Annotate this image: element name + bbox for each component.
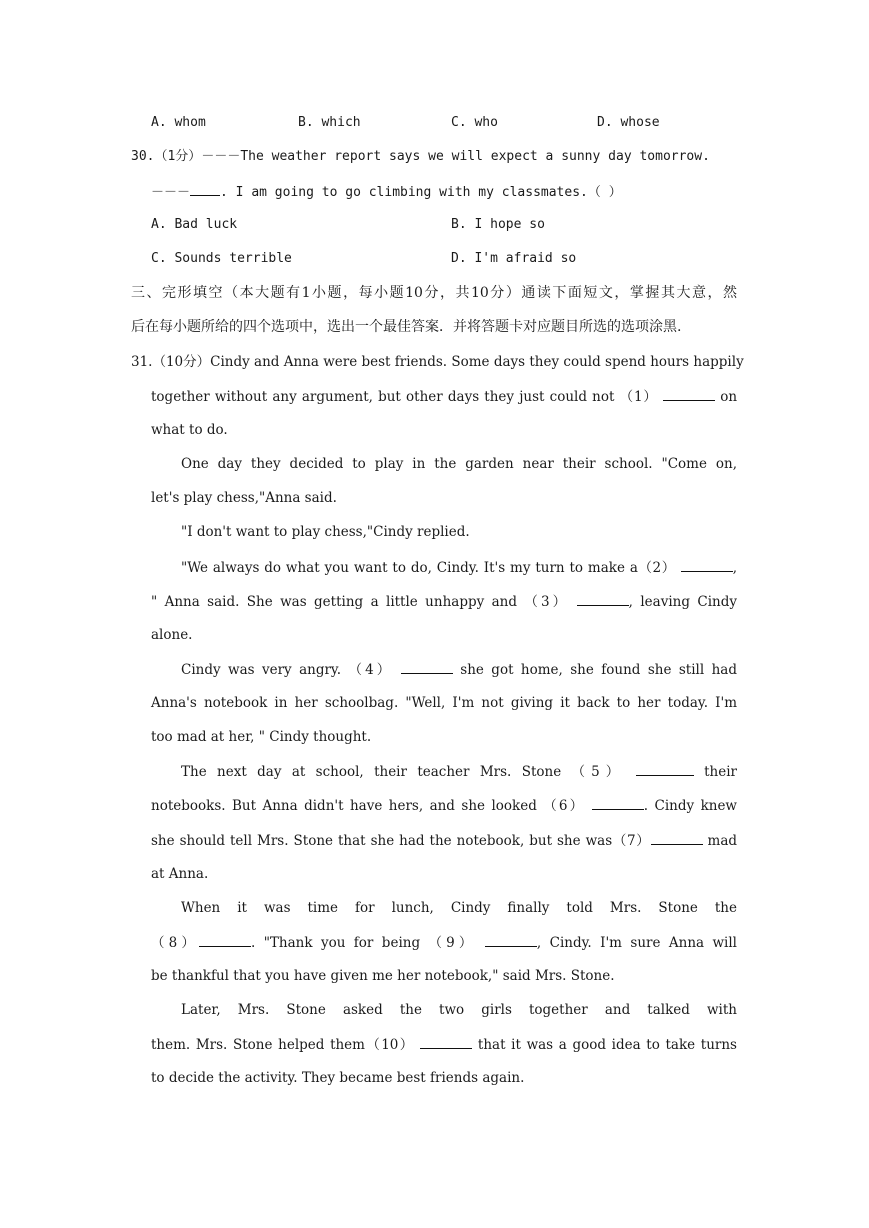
q31-line-22: to decide the activity. They became best friends again. <box>151 1070 525 1086</box>
q30-blank[interactable] <box>190 181 220 196</box>
q29-option-d: D. whose <box>597 115 660 130</box>
q29-option-c: C. who <box>451 115 498 130</box>
q30-stem-line1 <box>131 147 710 167</box>
q31-line-2: together without any argument, but other days they just could not （1） on <box>151 386 737 406</box>
q31-line-4: One day they decided to play in the garden near their school. "Come on, <box>181 456 737 472</box>
q30-options-row1 <box>0 215 869 235</box>
q31-line-3: what to do. <box>151 422 228 438</box>
q29-options <box>0 113 869 133</box>
section3-heading-line1: 三、完形填空（本大题有1小题，每小题10分，共10分）通读下面短文，掌握其大意，然 <box>131 285 737 301</box>
section3-heading-line2: 后在每小题所给的四个选项中，选出一个最佳答案．并将答题卡对应题目所选的选项涂黑. <box>131 319 682 335</box>
q31-line-20: Later, Mrs. Stone asked the two girls together and talked with <box>181 1002 737 1018</box>
q31-line-9: alone. <box>151 627 193 643</box>
q30-number: 30.（1分） <box>131 149 202 164</box>
blank-6[interactable] <box>592 795 644 810</box>
q31-line-1: 31.（10分）Cindy and Anna were best friends. Some days they could spend hours happily <box>131 354 744 370</box>
q30-option-c: C. Sounds terrible <box>151 251 292 266</box>
q31-line-19: be thankful that you have given me her notebook," said Mrs. Stone. <box>151 968 615 984</box>
blank-3[interactable] <box>577 591 629 606</box>
q31-number: 31.（10分） <box>131 354 211 370</box>
q30-option-b: B. I hope so <box>451 217 545 232</box>
q31-line-8: " Anna said. She was getting a little unhappy and （3） , leaving Cindy <box>151 591 737 611</box>
q31-line-17: When it was time for lunch, Cindy finally told Mrs. Stone the <box>181 900 737 916</box>
blank-2[interactable] <box>681 557 733 572</box>
q30-options-row2 <box>0 249 869 269</box>
blank-7[interactable] <box>651 830 703 845</box>
q31-line-14: notebooks. But Anna didn't have hers, and she looked （6） . Cindy knew <box>151 795 737 815</box>
q30-stem-line2: －－－ . I am going to go climbing with my classmates.（ ） <box>151 181 622 201</box>
blank-10[interactable] <box>420 1034 472 1049</box>
blank-4[interactable] <box>401 659 453 674</box>
q30-stem-a: －－－The weather report says we will expect a sunny day tomorrow. <box>201 149 710 164</box>
q31-line-10: Cindy was very angry. （4） she got home, she found she still had <box>181 659 737 679</box>
q31-line-21: them. Mrs. Stone helped them（10） that it was a good idea to take turns <box>151 1034 737 1054</box>
q31-line-15: she should tell Mrs. Stone that she had the notebook, but she was（7） mad <box>151 830 737 850</box>
q31-line-18: （8） . "Thank you for being （9） , Cindy. I'm sure Anna will <box>151 932 737 952</box>
blank-8[interactable] <box>199 932 251 947</box>
q30-option-a: A. Bad luck <box>151 217 238 232</box>
q31-line-13: The next day at school, their teacher Mrs. Stone （5） their <box>181 761 737 781</box>
q31-line-6: "I don't want to play chess,"Cindy replied. <box>181 524 470 540</box>
q29-option-b: B. which <box>298 115 361 130</box>
q29-option-a: A. whom <box>151 115 206 130</box>
q31-line-7: "We always do what you want to do, Cindy. It's my turn to make a（2） , <box>181 557 737 577</box>
q30-option-d: D. I'm afraid so <box>451 251 577 266</box>
q31-line-5: let's play chess,"Anna said. <box>151 490 337 506</box>
q31-line-12: too mad at her, " Cindy thought. <box>151 729 372 745</box>
blank-9[interactable] <box>485 932 537 947</box>
blank-1[interactable] <box>663 386 715 401</box>
blank-5[interactable] <box>636 761 694 776</box>
q31-line-11: Anna's notebook in her schoolbag. "Well, I'm not giving it back to her today. I'm <box>151 695 737 711</box>
q31-line-16: at Anna. <box>151 866 209 882</box>
